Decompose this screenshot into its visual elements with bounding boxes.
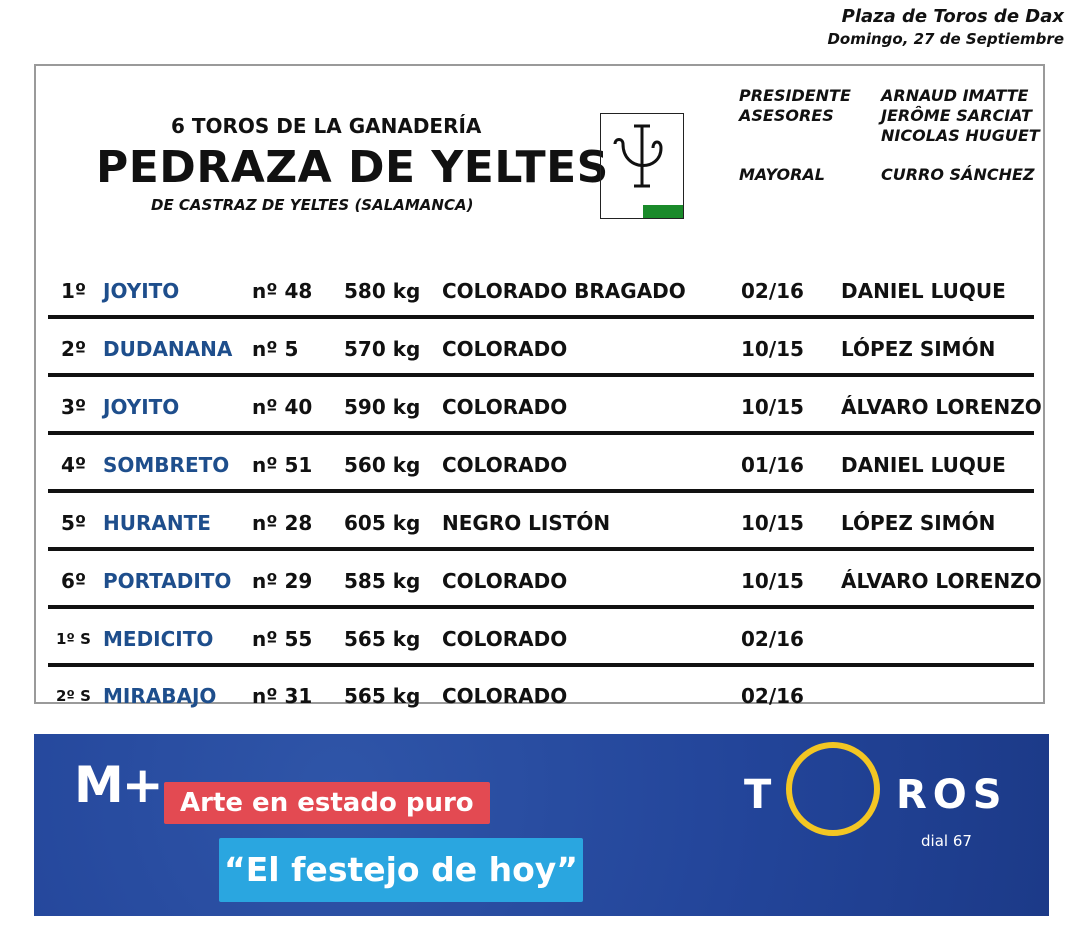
bull-number: nº 28: [252, 511, 313, 535]
bull-number: nº 55: [252, 627, 313, 651]
bull-row: [48, 493, 1034, 551]
bull-coat: COLORADO: [442, 569, 568, 593]
bull-row: [48, 377, 1042, 435]
toros-letter-t: T: [744, 772, 778, 818]
bull-coat: COLORADO BRAGADO: [442, 279, 686, 303]
bull-number: nº 40: [252, 395, 313, 419]
bull-matador: ÁLVARO LORENZO: [841, 395, 1042, 419]
bull-name: DUDANANA: [103, 337, 233, 361]
promo-banner: [34, 734, 1049, 916]
bull-sheet-card: [34, 64, 1045, 708]
bull-weight: 570 kg: [344, 337, 421, 361]
bull-weight: 565 kg: [344, 684, 421, 708]
bull-matador: LÓPEZ SIMÓN: [841, 511, 996, 535]
bull-row: [48, 435, 1034, 493]
tagline-pill: Arte en estado puro: [164, 782, 490, 824]
bull-coat: COLORADO: [442, 684, 568, 708]
bull-number: nº 31: [252, 684, 313, 708]
bull-order: 4º: [61, 453, 87, 477]
bull-coat: COLORADO: [442, 627, 568, 651]
ganaderia-brand-icon: [600, 113, 684, 219]
bull-name: SOMBRETO: [103, 453, 230, 477]
bull-birth-date: 10/15: [741, 337, 804, 361]
venue-name: Plaza de Toros de Dax: [841, 6, 1064, 27]
bull-row: [48, 609, 1034, 667]
toros-letters-ros: ROS: [896, 772, 1008, 818]
ganaderia-subtitle: 6 TOROS DE LA GANADERÍA: [171, 114, 482, 138]
bull-order: 6º: [61, 569, 87, 593]
bull-weight: 605 kg: [344, 511, 421, 535]
bull-order: 1º S: [56, 630, 91, 648]
bull-birth-date: 10/15: [741, 511, 804, 535]
bull-number: nº 51: [252, 453, 313, 477]
bull-birth-date: 02/16: [741, 279, 804, 303]
bull-order: 3º: [61, 395, 87, 419]
bull-birth-date: 10/15: [741, 395, 804, 419]
bull-matador: ÁLVARO LORENZO: [841, 569, 1042, 593]
bull-order: 1º: [61, 279, 87, 303]
toros-ring-icon: [786, 742, 880, 836]
channel-dial: dial 67: [921, 832, 972, 850]
mayoral-label: MAYORAL: [739, 165, 825, 184]
asesores-label: ASESORES: [739, 106, 834, 125]
ganaderia-name: PEDRAZA DE YELTES: [96, 142, 609, 193]
bull-number: nº 5: [252, 337, 299, 361]
bull-order: 2º: [61, 337, 87, 361]
bull-number: nº 29: [252, 569, 313, 593]
bull-row: [48, 551, 1042, 609]
bull-weight: 560 kg: [344, 453, 421, 477]
bull-matador: DANIEL LUQUE: [841, 279, 1006, 303]
bull-order: 5º: [61, 511, 87, 535]
bull-weight: 585 kg: [344, 569, 421, 593]
bull-birth-date: 02/16: [741, 684, 804, 708]
asesor-2-name: NICOLAS HUGUET: [881, 126, 1040, 145]
bull-matador: DANIEL LUQUE: [841, 453, 1006, 477]
bull-row: [48, 319, 1034, 377]
bull-row: [48, 666, 1034, 708]
bull-weight: 580 kg: [344, 279, 421, 303]
bull-name: MIRABAJO: [103, 684, 217, 708]
bull-weight: 590 kg: [344, 395, 421, 419]
bull-birth-date: 01/16: [741, 453, 804, 477]
bull-coat: COLORADO: [442, 395, 568, 419]
mayoral-name: CURRO SÁNCHEZ: [881, 165, 1035, 184]
bull-order: 2º S: [56, 687, 91, 705]
bull-birth-date: 02/16: [741, 627, 804, 651]
event-date: Domingo, 27 de Septiembre: [827, 30, 1064, 48]
brand-stripe: [643, 205, 683, 218]
movistar-m-icon: M+: [74, 756, 162, 814]
bull-coat: COLORADO: [442, 337, 568, 361]
ganaderia-location: DE CASTRAZ DE YELTES (SALAMANCA): [151, 196, 474, 214]
asesor-1-name: JERÔME SARCIAT: [881, 106, 1032, 125]
presidente-name: ARNAUD IMATTE: [881, 86, 1029, 105]
bull-coat: NEGRO LISTÓN: [442, 511, 611, 535]
bull-number: nº 48: [252, 279, 313, 303]
bull-birth-date: 10/15: [741, 569, 804, 593]
bull-name: HURANTE: [103, 511, 211, 535]
bull-name: MEDICITO: [103, 627, 214, 651]
bull-weight: 565 kg: [344, 627, 421, 651]
bull-name: PORTADITO: [103, 569, 232, 593]
bull-name: JOYITO: [103, 279, 180, 303]
bull-coat: COLORADO: [442, 453, 568, 477]
show-title-pill: “El festejo de hoy”: [219, 838, 583, 902]
bull-matador: LÓPEZ SIMÓN: [841, 337, 996, 361]
bull-name: JOYITO: [103, 395, 180, 419]
venue-header: [827, 6, 1064, 48]
bull-row: [48, 261, 1034, 319]
movistar-plus-logo: [74, 756, 162, 814]
presidente-label: PRESIDENTE: [739, 86, 851, 105]
